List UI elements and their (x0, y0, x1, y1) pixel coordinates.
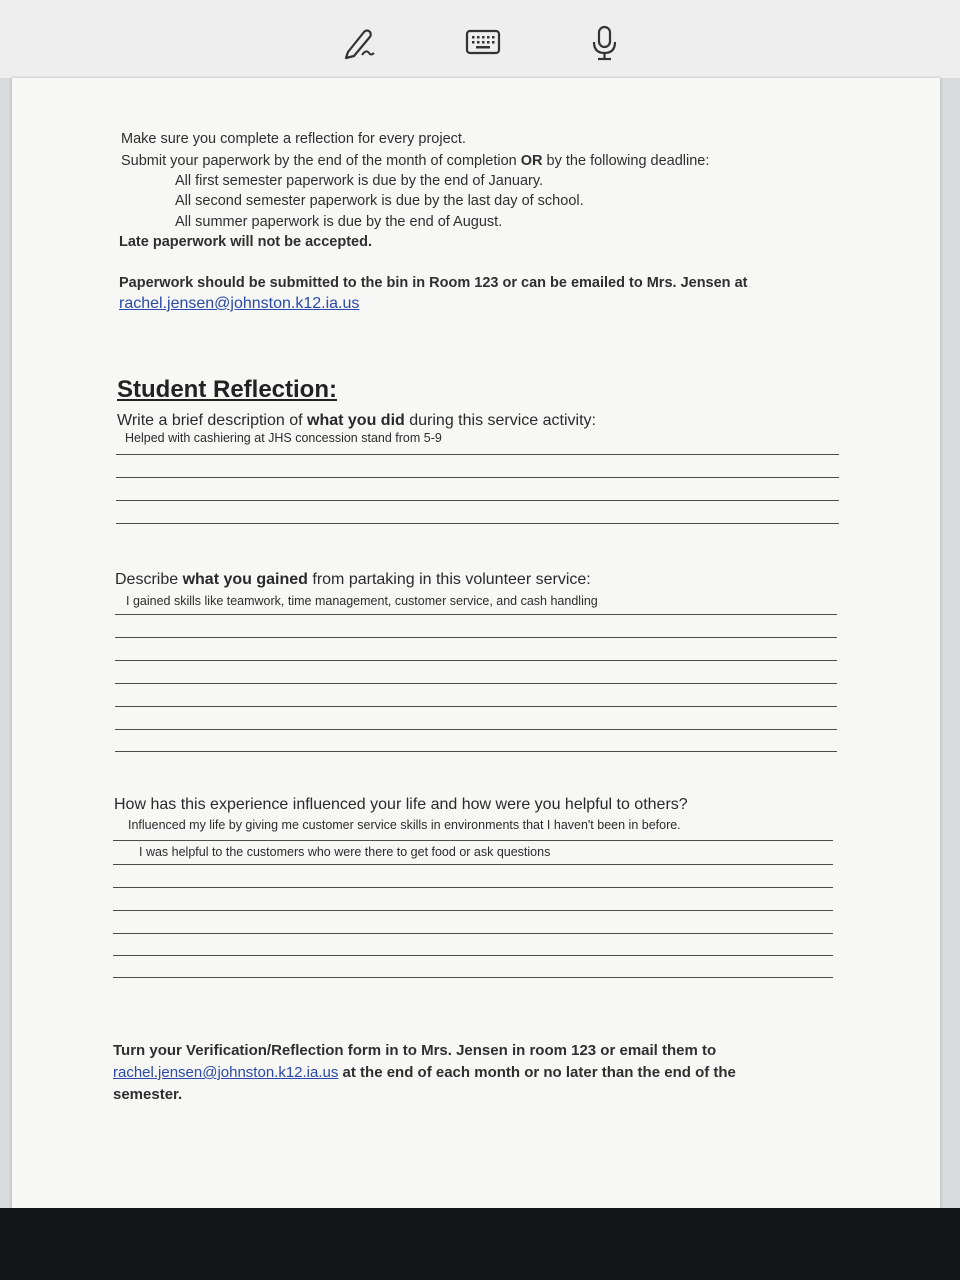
instruction-submit-prefix: Submit your paperwork by the end of the month of completion (121, 153, 521, 169)
answer-influence-field[interactable] (128, 818, 828, 832)
question-what-you-did (117, 412, 596, 430)
answer-line (116, 523, 839, 524)
question-influence: How has this experience influenced your life and how were you helpful to others? (114, 796, 688, 813)
footer-deadline-text: at the end of each month or no later than the end of the (338, 1064, 736, 1081)
answer-line (116, 477, 839, 478)
answer-helpful-field[interactable] (139, 845, 839, 859)
microphone-icon[interactable] (585, 22, 625, 62)
toolbar (0, 0, 960, 78)
answer-line (116, 454, 839, 455)
deadline-first-semester: All first semester paperwork is due by the end of January. (175, 173, 544, 189)
device-bezel (0, 1208, 960, 1280)
q1-suffix: during this service activity: (404, 412, 596, 429)
q2-prefix: Describe (115, 571, 183, 588)
reflection-heading: Student Reflection: (117, 376, 337, 403)
answer-line (115, 706, 837, 707)
answer-line (115, 683, 837, 684)
footer-turn-in: Turn your Verification/Reflection form in to Mrs. Jensen in room 123 or email them to (113, 1042, 717, 1059)
keyboard-icon[interactable] (463, 22, 503, 62)
deadline-second-semester: All second semester paperwork is due by the last day of school. (175, 193, 584, 209)
answer-line (113, 840, 833, 841)
answer-line (113, 933, 833, 934)
deadline-summer: All summer paperwork is due by the end of August. (175, 214, 503, 230)
answer-line (113, 977, 833, 978)
submission-text: Paperwork should be submitted to the bin in Room 123 or can be emailed to Mrs. Jensen at (119, 275, 748, 291)
instruction-submit (121, 152, 709, 170)
answer-line (113, 864, 833, 865)
q1-prefix: Write a brief description of (117, 412, 308, 429)
answer-line (115, 751, 837, 752)
q1-bold: what you did (307, 412, 405, 429)
answer-line (113, 955, 833, 956)
answer-what-you-did-field[interactable] (125, 431, 825, 445)
footer-semester: semester. (113, 1086, 183, 1103)
footer-email-link[interactable]: rachel.jensen@johnston.k12.ia.us (113, 1064, 339, 1081)
answer-line (116, 500, 839, 501)
footer-email-line (113, 1064, 736, 1082)
answer-line (115, 660, 837, 661)
submission-email-link[interactable]: rachel.jensen@johnston.k12.ia.us (119, 295, 360, 312)
q2-suffix: from partaking in this volunteer service: (307, 571, 591, 588)
answer-line (115, 614, 837, 615)
answer-line (113, 910, 833, 911)
answer-line (115, 637, 837, 638)
late-notice: Late paperwork will not be accepted. (119, 234, 373, 250)
instruction-submit-suffix: by the following deadline: (542, 153, 710, 169)
instruction-reflection: Make sure you complete a reflection for every project. (121, 131, 466, 147)
q2-bold: what you gained (182, 571, 308, 588)
answer-what-you-gained-field[interactable] (126, 594, 826, 608)
pen-icon[interactable] (340, 22, 380, 62)
question-what-you-gained (115, 571, 591, 589)
answer-line (113, 887, 833, 888)
answer-line (115, 729, 837, 730)
instruction-submit-or: OR (520, 153, 543, 169)
